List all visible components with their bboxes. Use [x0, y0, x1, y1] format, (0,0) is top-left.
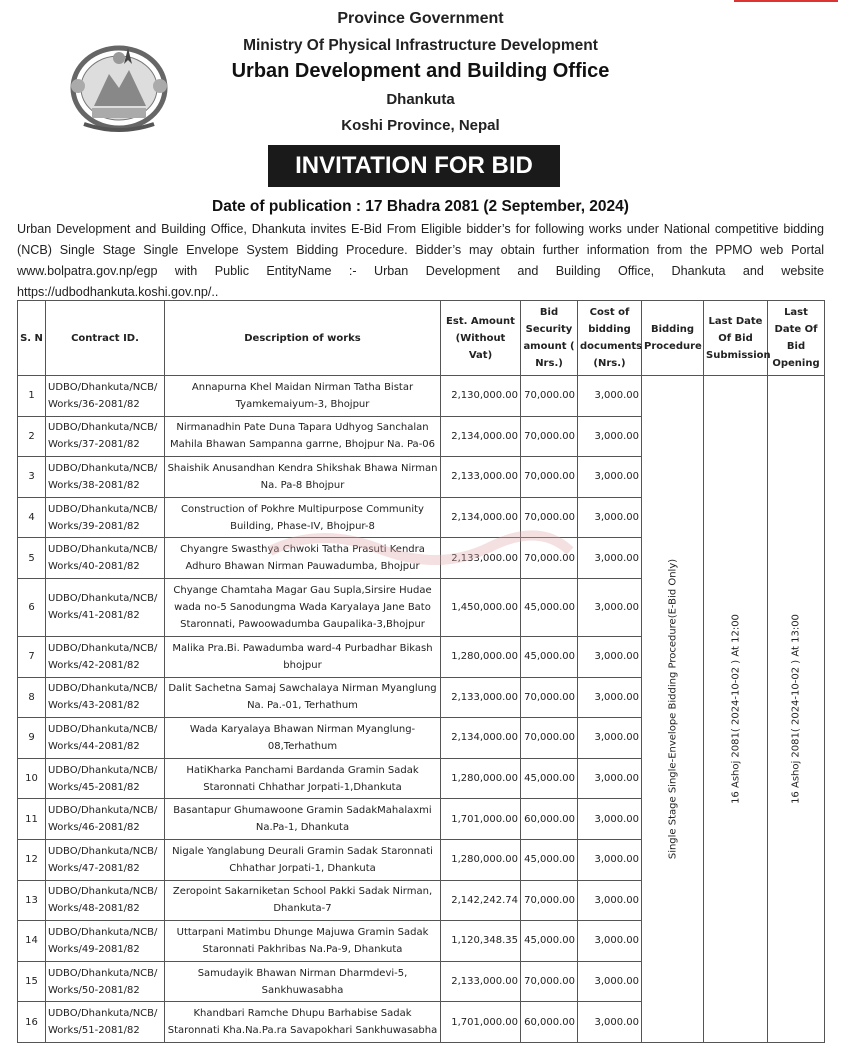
row-est-amount: 1,280,000.00 [441, 758, 521, 799]
row-sn: 14 [18, 921, 46, 962]
row-description: Basantapur Ghumawoone Gramin SadakMahalaxmi Na.Pa-1, Dhankuta [165, 799, 441, 840]
row-est-amount: 1,280,000.00 [441, 636, 521, 677]
col-header-contract: Contract ID. [46, 301, 165, 376]
row-sn: 7 [18, 636, 46, 677]
row-bid-security: 70,000.00 [521, 718, 578, 759]
row-doc-cost: 3,000.00 [578, 1002, 642, 1043]
procedure-cell-text: Single Stage Single-Envelope Bidding Procedure(E-Bid Only) [667, 558, 678, 860]
row-est-amount: 2,142,242.74 [441, 880, 521, 921]
table-row [18, 376, 825, 417]
row-contract-id: UDBO/Dhankuta/NCB/ Works/50-2081/82 [46, 961, 165, 1002]
row-sn: 10 [18, 758, 46, 799]
row-sn: 4 [18, 497, 46, 538]
row-sn: 8 [18, 677, 46, 718]
header-district: Dhankuta [386, 91, 455, 108]
publication-date: Date of publication : 17 Bhadra 2081 (2 September, 2024) [212, 198, 629, 215]
row-sn: 5 [18, 538, 46, 579]
row-est-amount: 1,701,000.00 [441, 1002, 521, 1043]
row-description: Construction of Pokhre Multipurpose Community Building, Phase-IV, Bhojpur-8 [165, 497, 441, 538]
row-sn: 15 [18, 961, 46, 1002]
row-bid-security: 45,000.00 [521, 839, 578, 880]
row-contract-id: UDBO/Dhankuta/NCB/ Works/36-2081/82 [46, 376, 165, 417]
row-est-amount: 2,133,000.00 [441, 538, 521, 579]
row-contract-id: UDBO/Dhankuta/NCB/ Works/49-2081/82 [46, 921, 165, 962]
row-est-amount: 2,134,000.00 [441, 416, 521, 457]
row-description: Nigale Yanglabung Deurali Gramin Sadak Staronnati Chhathar Jorpati-1, Dhankuta [165, 839, 441, 880]
row-contract-id: UDBO/Dhankuta/NCB/ Works/47-2081/82 [46, 839, 165, 880]
row-bid-security: 45,000.00 [521, 758, 578, 799]
row-contract-id: UDBO/Dhankuta/NCB/ Works/41-2081/82 [46, 578, 165, 636]
row-doc-cost: 3,000.00 [578, 578, 642, 636]
header-province: Province Government [337, 10, 504, 27]
row-doc-cost: 3,000.00 [578, 677, 642, 718]
row-description: HatiKharka Panchami Bardanda Gramin Sadak Staronnati Chhathar Jorpati-1,Dhankuta [165, 758, 441, 799]
row-doc-cost: 3,000.00 [578, 758, 642, 799]
row-description: Samudayik Bhawan Nirman Dharmdevi-5, Sankhuwasabha [165, 961, 441, 1002]
row-bid-security: 70,000.00 [521, 961, 578, 1002]
intro-paragraph: Urban Development and Building Office, Dhankuta invites E-Bid From Eligible bidder’s for following works under National competitive bidding (NCB) Single Stage Single Envelope System Bidding Procedure. Bidder’s may obtain further information from the PPMO web Portal www.bolpatra.gov.np/egp with Public EntityName :- Urban Development and Building Office, Dhankuta and website https://udbodhankuta.koshi.gov.np/.. [17, 222, 824, 299]
row-bid-security: 60,000.00 [521, 1002, 578, 1043]
row-est-amount: 2,133,000.00 [441, 457, 521, 498]
row-est-amount: 1,280,000.00 [441, 839, 521, 880]
row-doc-cost: 3,000.00 [578, 961, 642, 1002]
row-sn: 3 [18, 457, 46, 498]
row-doc-cost: 3,000.00 [578, 880, 642, 921]
row-description: Zeropoint Sakarniketan School Pakki Sadak Nirman, Dhankuta-7 [165, 880, 441, 921]
row-bid-security: 70,000.00 [521, 416, 578, 457]
row-est-amount: 1,450,000.00 [441, 578, 521, 636]
row-est-amount: 2,133,000.00 [441, 677, 521, 718]
row-description: Uttarpani Matimbu Dhunge Majuwa Gramin Sadak Staronnati Pakhribas Na.Pa-9, Dhankuta [165, 921, 441, 962]
opening-cell-text: 16 Ashoj 2081( 2024-10-02 ) At 13:00 [790, 614, 802, 804]
row-contract-id: UDBO/Dhankuta/NCB/ Works/48-2081/82 [46, 880, 165, 921]
row-contract-id: UDBO/Dhankuta/NCB/ Works/38-2081/82 [46, 457, 165, 498]
row-description: Annapurna Khel Maidan Nirman Tatha Bistar Tyamkemaiyum-3, Bhojpur [165, 376, 441, 417]
row-description: Dalit Sachetna Samaj Sawchalaya Nirman Myanglung Na. Pa.-01, Terhathum [165, 677, 441, 718]
row-doc-cost: 3,000.00 [578, 921, 642, 962]
header-province-country: Koshi Province, Nepal [341, 117, 500, 134]
row-est-amount: 2,134,000.00 [441, 497, 521, 538]
row-bid-security: 45,000.00 [521, 636, 578, 677]
page-title: INVITATION FOR BID [268, 145, 560, 187]
row-est-amount: 1,701,000.00 [441, 799, 521, 840]
col-header-opening: Last Date Of Bid Opening [768, 301, 825, 376]
row-doc-cost: 3,000.00 [578, 376, 642, 417]
opening-cell [768, 376, 825, 1043]
table-header-row [18, 301, 825, 376]
row-contract-id: UDBO/Dhankuta/NCB/ Works/45-2081/82 [46, 758, 165, 799]
submission-cell-text: 16 Ashoj 2081( 2024-10-02 ) At 12:00 [730, 614, 741, 804]
row-sn: 1 [18, 376, 46, 417]
header-ministry: Ministry Of Physical Infrastructure Development [243, 37, 598, 54]
col-header-amount: Est. Amount (Without Vat) [441, 301, 521, 376]
row-description: Shaishik Anusandhan Kendra Shikshak Bhawa Nirman Na. Pa-8 Bhojpur [165, 457, 441, 498]
col-header-sn: S. N [18, 301, 46, 376]
row-bid-security: 70,000.00 [521, 538, 578, 579]
col-header-cost: Cost of bidding documents (Nrs.) [578, 301, 642, 376]
row-bid-security: 70,000.00 [521, 376, 578, 417]
row-doc-cost: 3,000.00 [578, 799, 642, 840]
row-contract-id: UDBO/Dhankuta/NCB/ Works/44-2081/82 [46, 718, 165, 759]
row-est-amount: 2,134,000.00 [441, 718, 521, 759]
row-contract-id: UDBO/Dhankuta/NCB/ Works/51-2081/82 [46, 1002, 165, 1043]
row-bid-security: 60,000.00 [521, 799, 578, 840]
header-office: Urban Development and Building Office [231, 60, 610, 82]
row-bid-security: 70,000.00 [521, 677, 578, 718]
col-header-procedure: Bidding Procedure [642, 301, 704, 376]
row-doc-cost: 3,000.00 [578, 538, 642, 579]
col-header-submission: Last Date Of Bid Submission [704, 301, 768, 376]
row-bid-security: 45,000.00 [521, 578, 578, 636]
row-contract-id: UDBO/Dhankuta/NCB/ Works/37-2081/82 [46, 416, 165, 457]
row-contract-id: UDBO/Dhankuta/NCB/ Works/46-2081/82 [46, 799, 165, 840]
row-bid-security: 45,000.00 [521, 921, 578, 962]
row-description: Khandbari Ramche Dhupu Barhabise Sadak Staronnati Kha.Na.Pa.ra Savapokhari Sankhuwasabha [165, 1002, 441, 1043]
top-accent-line [734, 0, 838, 2]
row-sn: 13 [18, 880, 46, 921]
row-bid-security: 70,000.00 [521, 880, 578, 921]
row-doc-cost: 3,000.00 [578, 457, 642, 498]
row-doc-cost: 3,000.00 [578, 718, 642, 759]
submission-cell [704, 376, 768, 1043]
row-sn: 11 [18, 799, 46, 840]
row-contract-id: UDBO/Dhankuta/NCB/ Works/43-2081/82 [46, 677, 165, 718]
row-doc-cost: 3,000.00 [578, 416, 642, 457]
row-sn: 6 [18, 578, 46, 636]
row-est-amount: 2,133,000.00 [441, 961, 521, 1002]
procedure-cell [642, 376, 704, 1043]
row-sn: 12 [18, 839, 46, 880]
bid-table [17, 300, 825, 1043]
col-header-desc: Description of works [165, 301, 441, 376]
row-description: Nirmanadhin Pate Duna Tapara Udhyog Sanchalan Mahila Bhawan Sampanna garrne, Bhojpur Na. Pa-06 [165, 416, 441, 457]
row-bid-security: 70,000.00 [521, 497, 578, 538]
row-bid-security: 70,000.00 [521, 457, 578, 498]
row-sn: 9 [18, 718, 46, 759]
row-contract-id: UDBO/Dhankuta/NCB/ Works/40-2081/82 [46, 538, 165, 579]
row-description: Chyangre Swasthya Chwoki Tatha Prasuti Kendra Adhuro Bhawan Nirman Pauwadumba, Bhojpur [165, 538, 441, 579]
row-sn: 16 [18, 1002, 46, 1043]
row-description: Malika Pra.Bi. Pawadumba ward-4 Purbadhar Bikash bhojpur [165, 636, 441, 677]
row-description: Wada Karyalaya Bhawan Nirman Myanglung- 08,Terhathum [165, 718, 441, 759]
row-description: Chyange Chamtaha Magar Gau Supla,Sirsire Hudae wada no-5 Sanodungma Wada Karyalaya Jane Bato Staronnati, Pawoowadumba Gaupalika-3,Bhojpur [165, 578, 441, 636]
row-sn: 2 [18, 416, 46, 457]
row-doc-cost: 3,000.00 [578, 839, 642, 880]
col-header-security: Bid Security amount ( Nrs.) [521, 301, 578, 376]
row-est-amount: 1,120,348.35 [441, 921, 521, 962]
row-contract-id: UDBO/Dhankuta/NCB/ Works/39-2081/82 [46, 497, 165, 538]
row-doc-cost: 3,000.00 [578, 497, 642, 538]
row-contract-id: UDBO/Dhankuta/NCB/ Works/42-2081/82 [46, 636, 165, 677]
row-est-amount: 2,130,000.00 [441, 376, 521, 417]
row-doc-cost: 3,000.00 [578, 636, 642, 677]
